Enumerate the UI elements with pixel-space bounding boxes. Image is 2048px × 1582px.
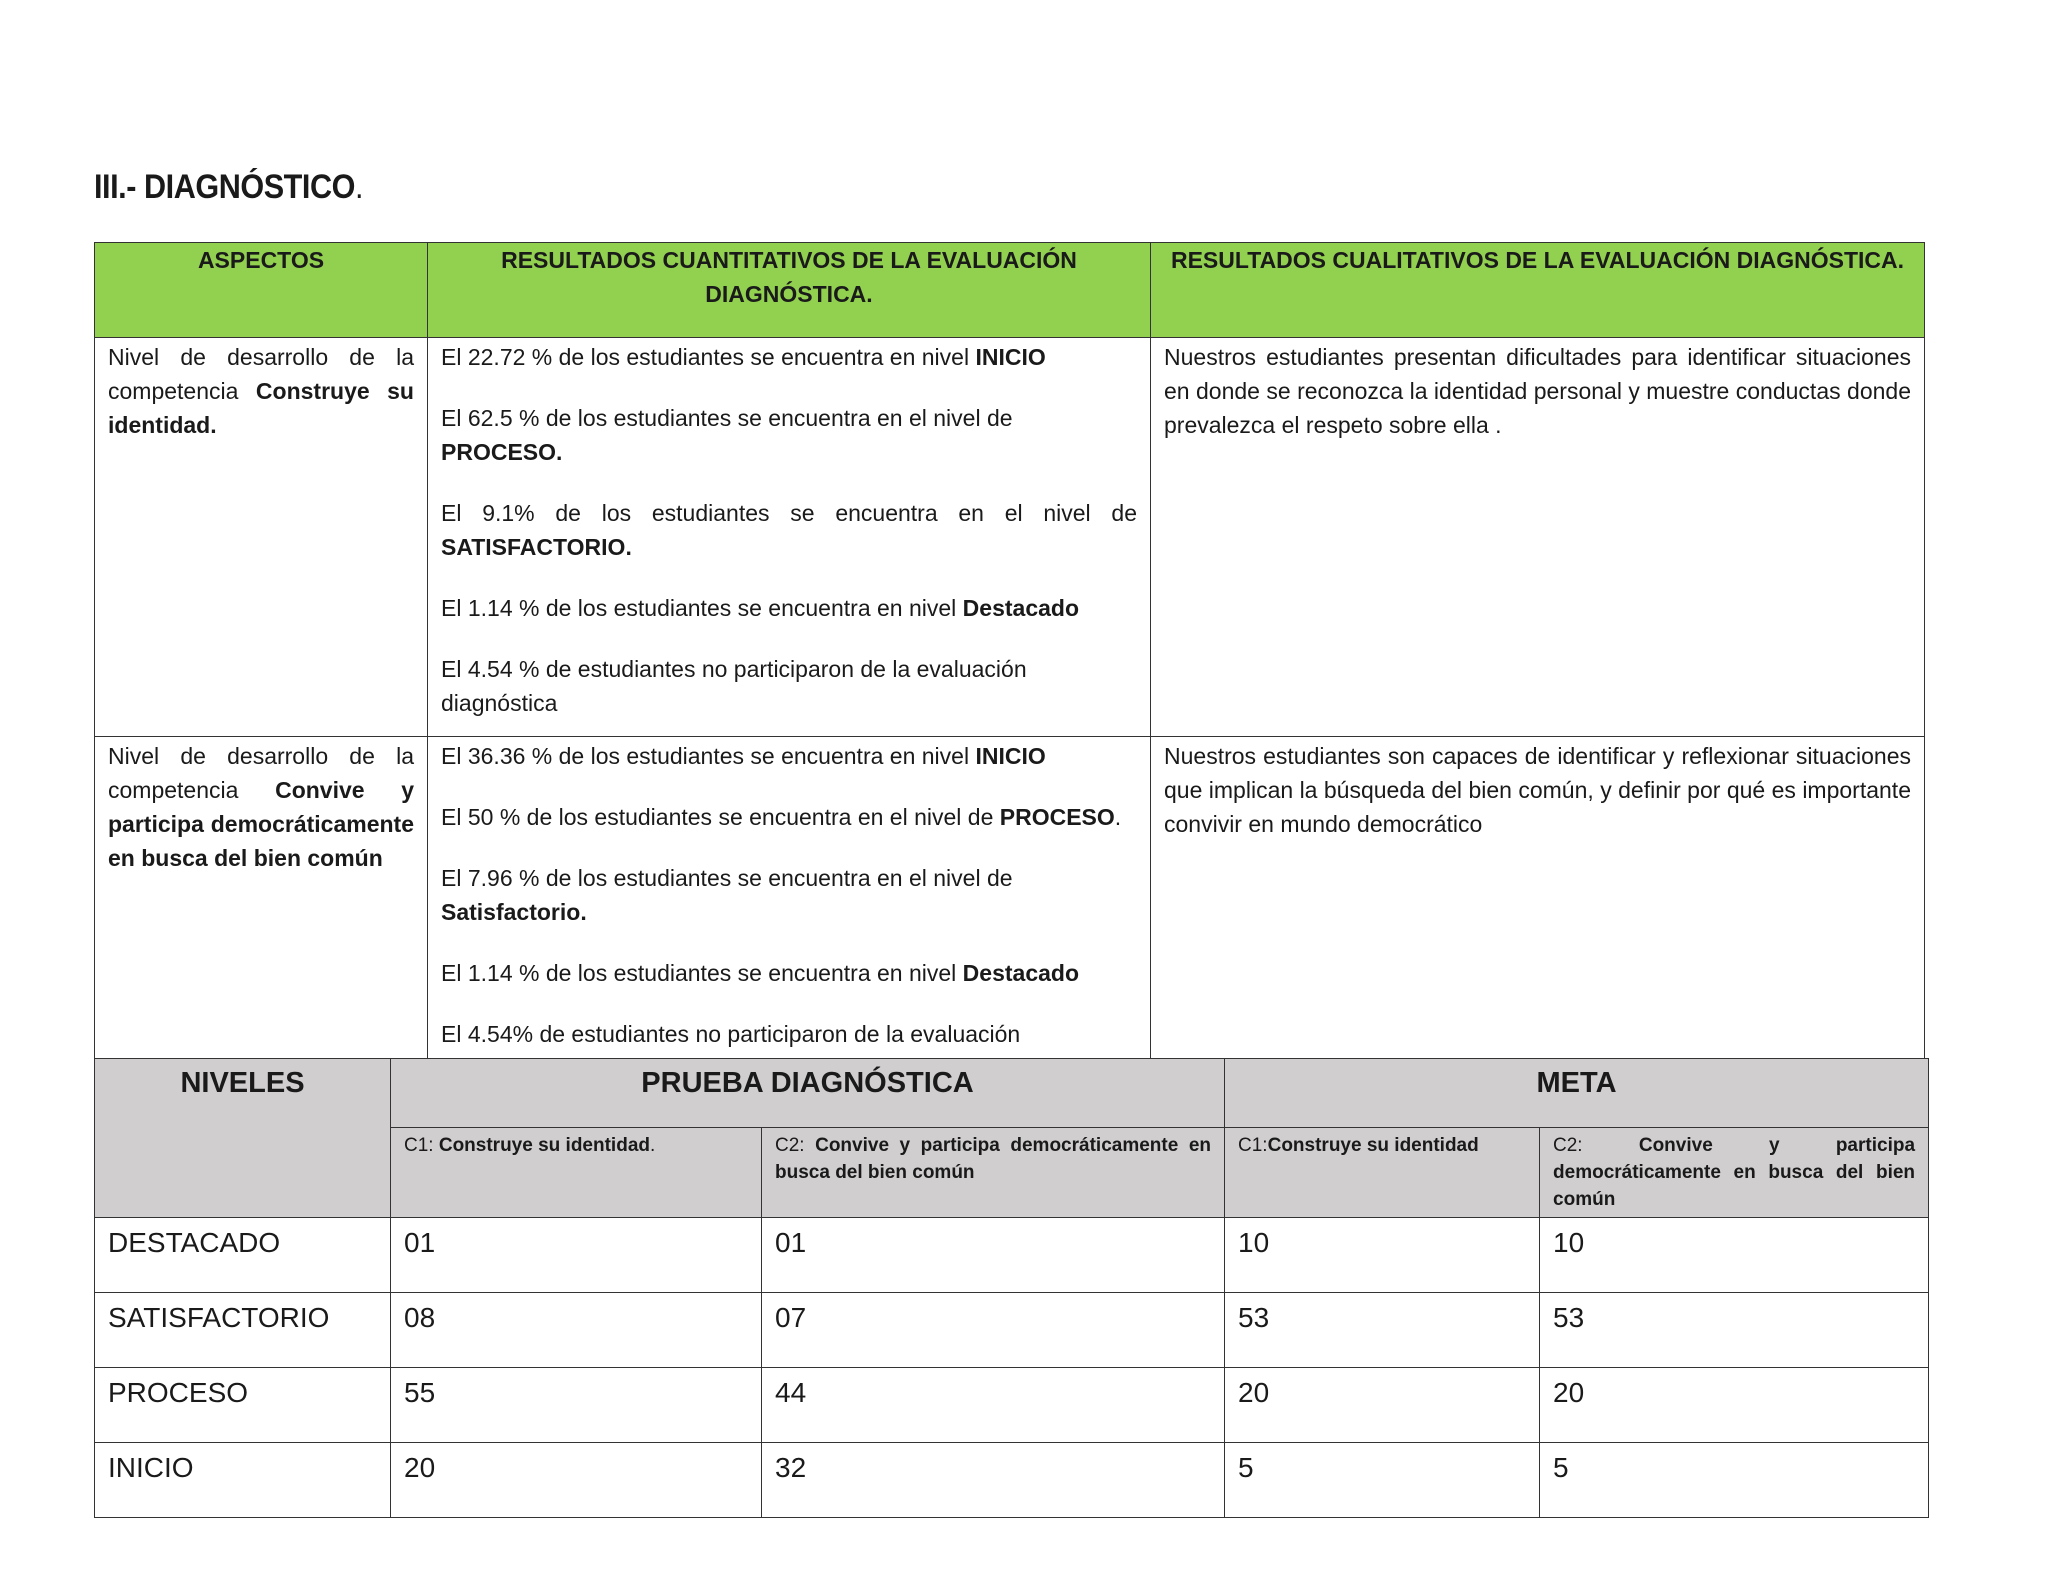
subheader-c2-meta: [1540, 1128, 1929, 1218]
table-row: [95, 1368, 1929, 1443]
subheader-prefix: C1:: [1238, 1135, 1268, 1156]
aspect-competence: Convive y participa democráticamente en busca del bien común: [108, 777, 414, 871]
value-cell: 10: [1225, 1218, 1540, 1293]
value-cell: 53: [1225, 1293, 1540, 1368]
subheader-prefix: C2:: [1553, 1135, 1639, 1156]
result-text: El 1.14 % de los estudiantes se encuentra en nivel: [441, 960, 963, 986]
result-line: [441, 496, 1137, 564]
qualitative-cell: Nuestros estudiantes presentan dificultades para identificar situaciones en donde se reconozca la identidad personal y muestre conductas donde prevalezca el respeto sobre ella .: [1151, 338, 1925, 737]
result-tail: .: [1114, 804, 1122, 830]
result-text: El 4.54 % de estudiantes no participaron de la evaluación diagnóstica: [441, 656, 1027, 716]
value-cell: 07: [762, 1293, 1225, 1368]
result-level: Destacado: [962, 595, 1079, 621]
result-level: INICIO: [975, 743, 1046, 769]
result-level: SATISFACTORIO.: [441, 534, 632, 560]
value-cell: 5: [1540, 1443, 1929, 1518]
value-cell: 01: [391, 1218, 762, 1293]
subheader-prefix: C1:: [404, 1135, 439, 1156]
result-line: [441, 956, 1137, 990]
table-row: [95, 1218, 1929, 1293]
header-qualitative: RESULTADOS CUALITATIVOS DE LA EVALUACIÓN DIAGNÓSTICA.: [1151, 243, 1925, 338]
result-level: INICIO: [975, 344, 1046, 370]
aspect-cell: [95, 338, 428, 737]
level-name: PROCESO: [95, 1368, 391, 1443]
value-cell: 53: [1540, 1293, 1929, 1368]
subheader-tail: .: [650, 1135, 656, 1156]
section-title: [94, 168, 363, 207]
subheader-competence: Convive y participa democráticamente en busca del bien común: [775, 1135, 1211, 1183]
result-text: El 4.54% de estudiantes no participaron de la evaluación: [441, 1021, 1021, 1047]
value-cell: 5: [1225, 1443, 1540, 1518]
subheader-c2-prueba: [762, 1128, 1225, 1218]
result-level: PROCESO: [999, 804, 1115, 830]
value-cell: 20: [1540, 1368, 1929, 1443]
subheader-c1-meta: [1225, 1128, 1540, 1218]
levels-header-row: [95, 1059, 1929, 1128]
section-title-text: III.- DIAGNÓSTICO: [94, 168, 355, 206]
value-cell: 08: [391, 1293, 762, 1368]
result-text: El 1.14 % de los estudiantes se encuentra en nivel: [441, 595, 963, 621]
value-cell: 20: [1225, 1368, 1540, 1443]
header-niveles: NIVELES: [95, 1059, 391, 1218]
result-text: El 22.72 % de los estudiantes se encuentra en nivel: [441, 344, 976, 370]
value-cell: 10: [1540, 1218, 1929, 1293]
result-line: [441, 800, 1137, 834]
result-text: El 9.1% de los estudiantes se encuentra en el nivel de: [441, 500, 1137, 526]
table-row: [95, 737, 1925, 1102]
result-line: [441, 739, 1137, 773]
result-text: El 62.5 % de los estudiantes se encuentra en el nivel de: [441, 405, 1013, 431]
value-cell: 44: [762, 1368, 1225, 1443]
subheader-competence: Construye su identidad: [438, 1135, 650, 1156]
results-header-row: [95, 243, 1925, 338]
result-level: Satisfactorio.: [441, 899, 587, 925]
aspect-prefix: Nivel de desarrollo de la competencia: [108, 344, 414, 404]
value-cell: 20: [391, 1443, 762, 1518]
level-name: INICIO: [95, 1443, 391, 1518]
result-line: [441, 340, 1137, 374]
level-name: DESTACADO: [95, 1218, 391, 1293]
subheader-competence: Construye su identidad: [1267, 1135, 1479, 1156]
subheader-competence: Convive y participa democráticamente en busca del bien común: [1553, 1135, 1916, 1210]
section-title-suffix: .: [354, 168, 364, 206]
diagnostic-results-table: [94, 242, 1925, 1102]
table-row: [95, 1443, 1929, 1518]
aspect-cell: [95, 737, 428, 1102]
header-meta: META: [1225, 1059, 1929, 1128]
result-level: Destacado: [962, 960, 1079, 986]
qualitative-cell: Nuestros estudiantes son capaces de identificar y reflexionar situaciones que implican la búsqueda del bien común, y definir por qué es importante convivir en mundo democrático: [1151, 737, 1925, 1102]
levels-table: [94, 1058, 1929, 1518]
subheader-prefix: C2:: [775, 1135, 816, 1156]
quantitative-cell: [428, 737, 1151, 1102]
result-line: [441, 652, 1137, 720]
aspect-competence: Construye su identidad.: [108, 378, 414, 438]
result-text: El 36.36 % de los estudiantes se encuentra en nivel: [441, 743, 976, 769]
header-quantitative: RESULTADOS CUANTITATIVOS DE LA EVALUACIÓN DIAGNÓSTICA.: [428, 243, 1151, 338]
result-text: El 50 % de los estudiantes se encuentra en el nivel de: [441, 804, 1000, 830]
aspect-prefix: Nivel de desarrollo de la competencia: [108, 743, 414, 803]
subheader-c1-prueba: [391, 1128, 762, 1218]
header-aspectos: ASPECTOS: [95, 243, 428, 338]
result-line: [441, 591, 1137, 625]
result-text: El 7.96 % de los estudiantes se encuentra en el nivel de: [441, 865, 1013, 891]
value-cell: 01: [762, 1218, 1225, 1293]
table-row: [95, 1293, 1929, 1368]
value-cell: 55: [391, 1368, 762, 1443]
result-level: PROCESO.: [441, 439, 563, 465]
result-line: [441, 861, 1137, 929]
result-line: [441, 401, 1137, 469]
value-cell: 32: [762, 1443, 1225, 1518]
header-prueba-diagnostica: PRUEBA DIAGNÓSTICA: [391, 1059, 1225, 1128]
quantitative-cell: [428, 338, 1151, 737]
table-row: [95, 338, 1925, 737]
level-name: SATISFACTORIO: [95, 1293, 391, 1368]
